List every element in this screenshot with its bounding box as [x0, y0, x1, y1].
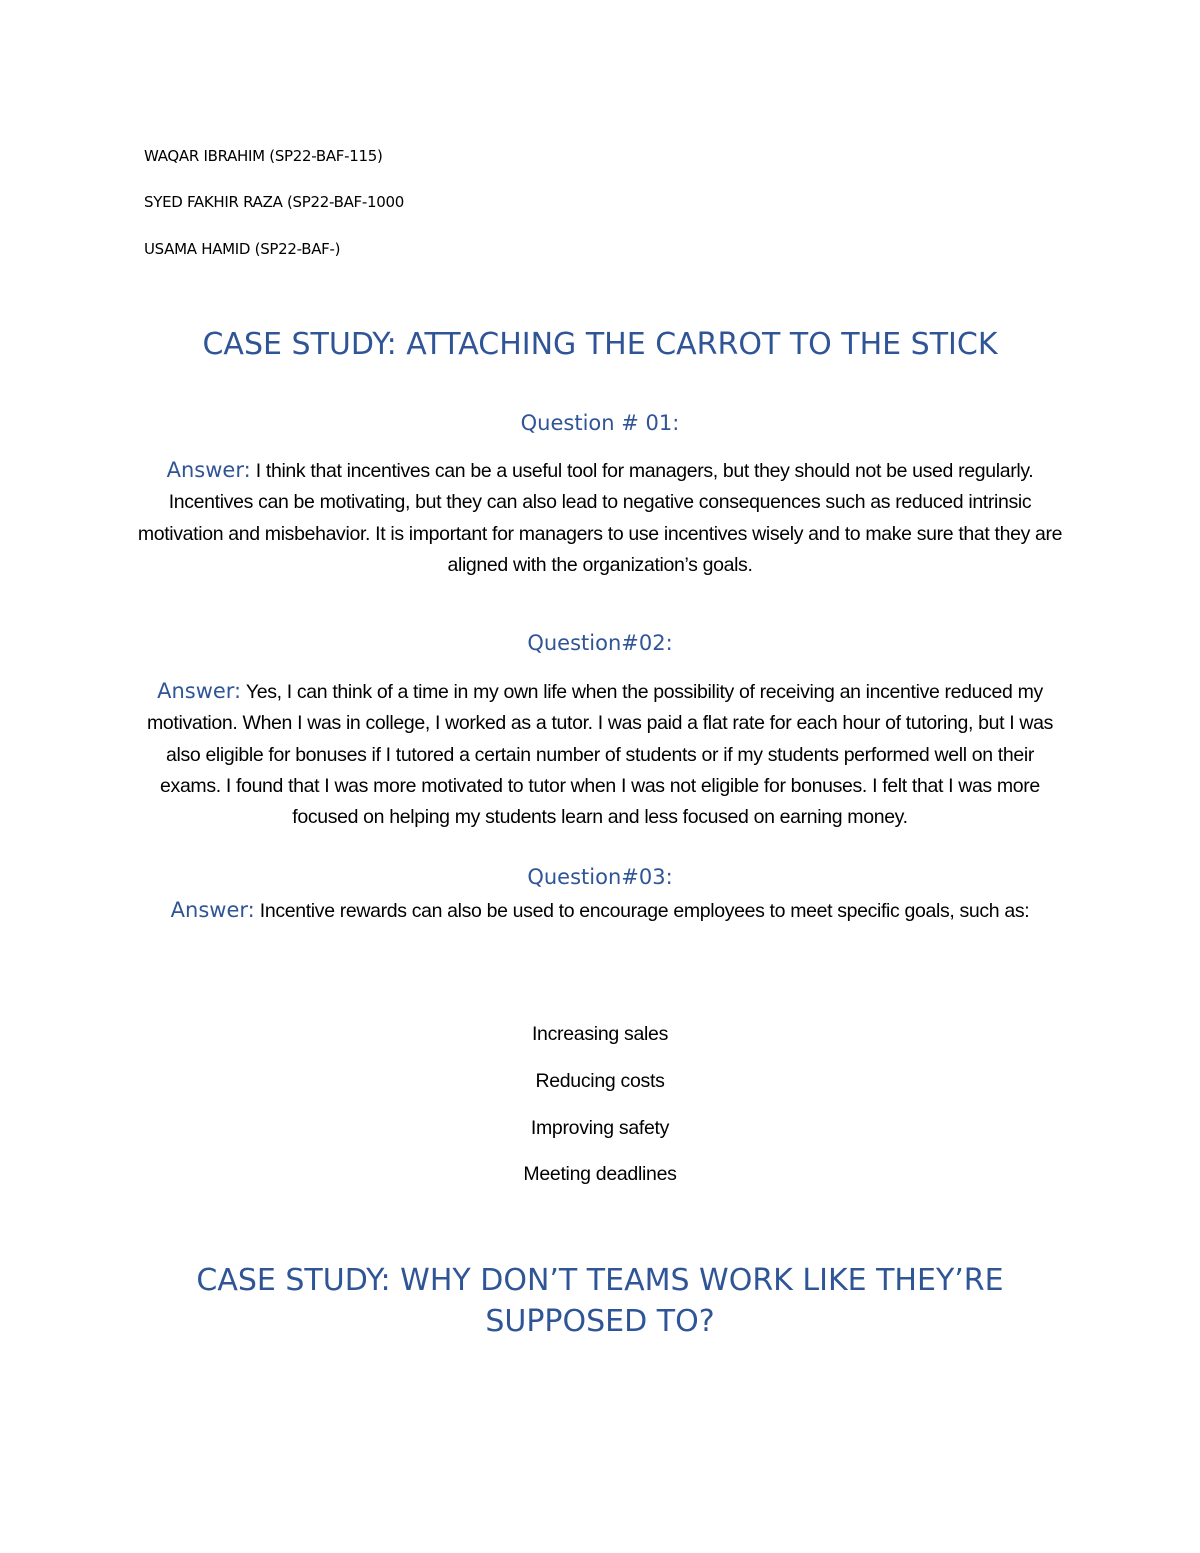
answer-1-label: Answer: — [166, 458, 251, 482]
answer-3-text: Incentive rewards can also be used to encourage employees to meet specific goals, such as: — [254, 900, 1030, 922]
author-line-3: USAMA HAMID (SP22-BAF-) — [144, 240, 341, 258]
answer-3 — [136, 895, 1064, 927]
case-study-2-title: CASE STUDY: WHY DON’T TEAMS WORK LIKE THEY’RE SUPPOSED TO? — [196, 1263, 1004, 1339]
goal-item-1: Increasing sales — [531, 1023, 669, 1045]
goal-item-2: Reducing costs — [535, 1070, 665, 1092]
answer-1-text: I think that incentives can be a useful tool for managers, but they should not be used regularly. Incentives can be motivating, but they can also lead to negative consequences such as reduced intrinsic motivation and misbehavior. It is important for managers to use incentives wisely and to make sure that they are aligned with the organization’s goals. — [137, 460, 1063, 576]
answer-1 — [136, 455, 1064, 581]
answer-2-text: Yes, I can think of a time in my own life when the possibility of receiving an incentive reduced my motivation. When I was in college, I worked as a tutor. I was paid a flat rate for each hour of tutoring, but I was also eligible for bonuses if I tutored a certain number of students or if my students performed well on their exams. I found that I was more motivated to tutor when I was not eligible for bonuses. I felt that I was more focused on helping my students learn and less focused on earning money. — [147, 681, 1053, 829]
answer-2-label: Answer: — [157, 679, 242, 703]
author-line-1: WAQAR IBRAHIM (SP22-BAF-115) — [144, 147, 383, 165]
question-1-heading: Question # 01: — [520, 411, 680, 435]
answer-2 — [136, 676, 1064, 833]
goal-item-3: Improving safety — [530, 1117, 670, 1139]
answer-3-label: Answer: — [170, 898, 255, 922]
question-3-heading: Question#03: — [527, 865, 673, 889]
goal-item-4: Meeting deadlines — [523, 1163, 677, 1185]
question-2-heading: Question#02: — [527, 631, 673, 655]
case-study-1-title: CASE STUDY: ATTACHING THE CARROT TO THE STICK — [202, 327, 998, 362]
author-line-2: SYED FAKHIR RAZA (SP22-BAF-1000 — [144, 193, 404, 211]
